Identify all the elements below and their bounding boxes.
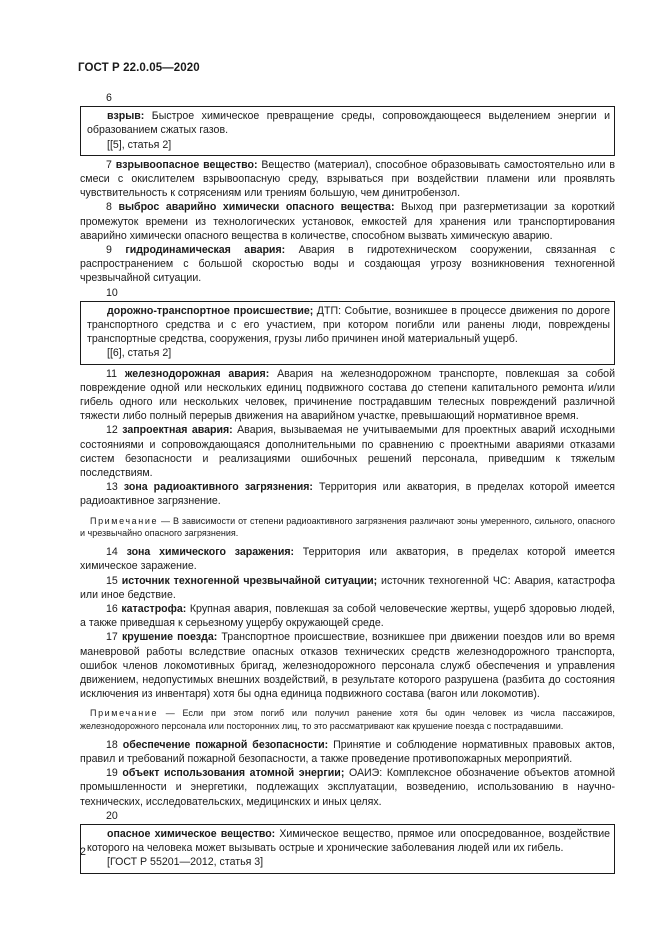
term-name: источник техногенной чрезвычайной ситуации; bbox=[121, 574, 378, 587]
term-definition bbox=[80, 158, 615, 201]
definition-text: источник техногенной ЧС: Авария, катастрофа или иное бедствие. bbox=[80, 574, 615, 601]
term-number: 10 bbox=[106, 286, 118, 299]
boxed-term-definition bbox=[80, 301, 615, 365]
source-reference: [[6], статья 2] bbox=[107, 347, 172, 360]
term-number: 15 bbox=[106, 574, 118, 587]
term-number: 18 bbox=[106, 738, 118, 751]
term-definition bbox=[87, 109, 610, 137]
term-number: 13 bbox=[106, 481, 118, 494]
definition-text: Химическое вещество, прямое или опосредованное, воздействие которого на человека может вызывать острые и хронические заболевания людей или их гибель. bbox=[87, 827, 610, 855]
source-reference: [[5], статья 2] bbox=[107, 138, 172, 151]
definition-text: Авария в гидротехническом сооружении, связанная с распространением с большой скоростью воды и создающая угрозу возникновения техногенной чрезвычайной ситуации. bbox=[80, 244, 615, 285]
definition-text: ДТП: Событие, возникшее в процессе движения по дороге транспортного средства и с его участием, при котором погибли или ранены люди, повреждены транспортные средства, сооружения, грузы либо причинен иной материальный ущерб. bbox=[87, 304, 610, 346]
definition-text: Крупная авария, повлекшая за собой человеческие жертвы, ущерб здоровью людей, а также приведшая к серьезному ущербу окружающей среде. bbox=[80, 602, 615, 630]
term-name: крушение поезда: bbox=[121, 631, 218, 644]
boxed-term-definition bbox=[80, 106, 615, 156]
definition-text: Выход при разгерметизации за короткий промежуток времени из технологических установок, емкостей для хранения или транспортирования аварийно химически опасного вещества в количестве, способном вызвать химическую аварию. bbox=[80, 201, 615, 242]
term-number: 6 bbox=[106, 92, 112, 104]
term-number: 9 bbox=[106, 244, 112, 257]
definition-text: Принятие и соблюдение нормативных правовых актов, правил и требований пожарной безопасности, а также проведение противопожарных мероприятий. bbox=[80, 738, 615, 765]
term-definition bbox=[80, 574, 615, 602]
term-number: 14 bbox=[106, 546, 118, 559]
document-header: ГОСТ Р 22.0.05—2020 bbox=[78, 62, 200, 74]
definition-text: Территория или акватория, в пределах которой имеется радиоактивное загрязнение. bbox=[80, 481, 615, 508]
term-definition bbox=[80, 738, 615, 766]
note-label: Примечание bbox=[90, 708, 159, 719]
boxed-term-definition bbox=[80, 824, 615, 874]
note-label: Примечание bbox=[90, 515, 159, 526]
definition-text: Территория или акватория, в пределах которой имеется химическое заражение. bbox=[80, 546, 615, 573]
term-number: 12 bbox=[106, 424, 118, 437]
term-definition bbox=[80, 630, 615, 701]
term-name: объект использования атомной энергии; bbox=[122, 767, 345, 780]
term-number: 8 bbox=[106, 201, 112, 214]
term-number: 19 bbox=[106, 767, 118, 780]
term-number: 16 bbox=[106, 602, 118, 615]
term-number: 20 bbox=[106, 809, 118, 822]
definition-text: ОАИЭ: Комплексное обозначение объектов атомной промышленности и энергетики, подлежащих эксплуатации, возведению, использованию в научно-технических, исследовательских, медицинских и иных целях. bbox=[80, 767, 615, 808]
note bbox=[80, 707, 615, 731]
definition-text: Авария на железнодорожном транспорте, повлекшая за собой повреждение одной или нескольких единиц подвижного состава до степени капитального ремонта и/или гибель одного или нескольких человек, причинение пострадавшим телесных повреждений различной тяжести либо полный перерыв движения на аварийном участке, превышающий нормативное время. bbox=[80, 367, 615, 423]
note bbox=[80, 515, 615, 539]
term-definition bbox=[80, 423, 615, 480]
note-text: — В зависимости от степени радиоактивного загрязнения различают зоны умеренного, сильного, опасного и чрезвычайно опасного загрязнения. bbox=[80, 515, 615, 538]
term-name: взрывоопасное вещество: bbox=[115, 158, 258, 171]
definition-text: Вещество (материал), способное образовывать самостоятельно или в смеси с окислителем взрывоопасную среду, взрываться при воздействии пламени или проявлять чувствительность к сотрясениям или трениям большую, чем динитробензол. bbox=[80, 158, 616, 200]
term-name: зона химического заражения: bbox=[126, 546, 295, 559]
term-name: железнодорожная авария: bbox=[124, 367, 270, 380]
term-definition bbox=[80, 367, 615, 424]
term-name: взрыв: bbox=[107, 110, 145, 123]
term-number: 11 bbox=[106, 367, 117, 380]
source-reference: [ГОСТ Р 55201—2012, статья 3] bbox=[107, 856, 264, 869]
term-definition bbox=[80, 243, 615, 286]
term-name: запроектная авария: bbox=[122, 424, 233, 437]
page-number: 2 bbox=[80, 846, 86, 858]
term-name: обеспечение пожарной безопасности: bbox=[122, 738, 329, 751]
term-name: гидродинамическая авария: bbox=[125, 244, 286, 257]
note-text: — Если при этом погиб или получил ранение хотя бы один человек из числа пассажиров, железнодорожного персонала или посторонних лиц, то это рассматривают как крушение поезда с пострадавшими. bbox=[80, 708, 615, 731]
definition-text: Транспортное происшествие, возникшее при движении поездов или во время маневровой работы вследствие опасных отказов технических средств железнодорожного транспорта, ошибок членов локомотивных бригад, железнодорожного персонала служб обеспечения и управления движением, недопустимых внешних воздействий, в результате которого разрушена (разбита до состояния исключения из инвентаря) хотя бы одна единица подвижного состава (вагон или локомотив). bbox=[80, 631, 615, 701]
term-definition bbox=[80, 545, 615, 573]
term-definition bbox=[87, 304, 610, 347]
definition-text: Быстрое химическое превращение среды, сопровождающееся выделением энергии и образованием сжатых газов. bbox=[87, 110, 610, 137]
term-definition bbox=[80, 480, 615, 508]
term-definition bbox=[87, 827, 610, 855]
document-body bbox=[80, 91, 615, 876]
term-definition bbox=[80, 602, 615, 630]
term-number: 17 bbox=[106, 631, 118, 644]
term-number: 7 bbox=[106, 158, 112, 171]
term-definition bbox=[80, 766, 615, 809]
term-definition bbox=[80, 200, 615, 243]
definition-text: Авария, вызываемая не учитываемыми для проектных аварий исходными состояниями и сопровождающаяся дополнительными по сравнению с проектными авариями отказами систем безопасности и реализациями ошибочных решений персонала, приведшим к тяжелым последствиям. bbox=[80, 424, 615, 480]
term-name: выброс аварийно химически опасного вещества: bbox=[118, 201, 395, 214]
term-name: дорожно-транспортное происшествие; bbox=[107, 304, 314, 317]
term-name: опасное химическое вещество: bbox=[107, 827, 276, 840]
term-name: зона радиоактивного загрязнения: bbox=[123, 481, 313, 494]
term-name: катастрофа: bbox=[121, 602, 187, 615]
